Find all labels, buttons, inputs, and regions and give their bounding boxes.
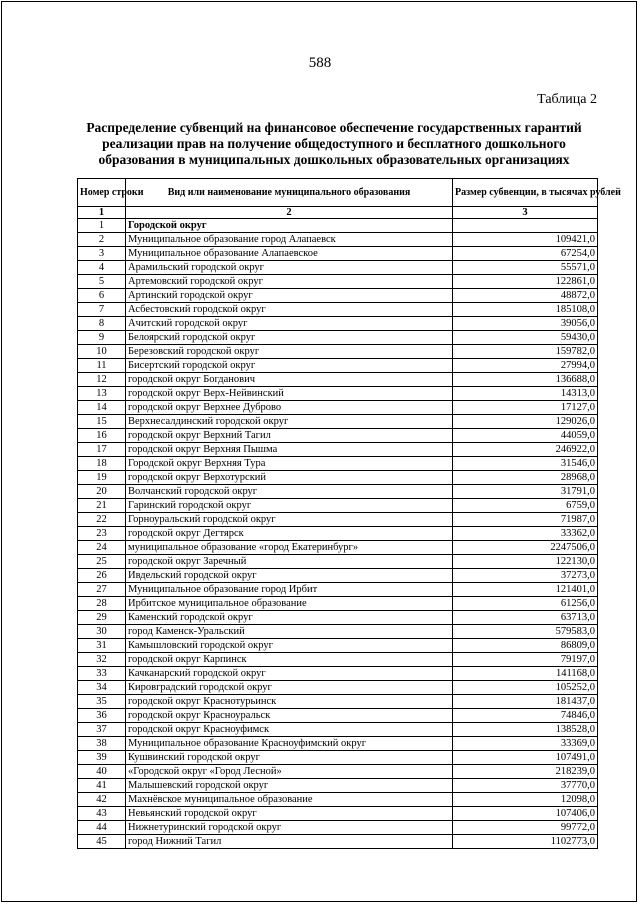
row-number: 45 <box>78 835 126 849</box>
municipality-name: Кушвинский городской округ <box>126 751 453 765</box>
municipality-name: городской округ Заречный <box>126 555 453 569</box>
municipality-name: городской округ Богданович <box>126 373 453 387</box>
table-row <box>78 765 598 779</box>
table-row <box>78 345 598 359</box>
row-number: 36 <box>78 709 126 723</box>
row-number: 8 <box>78 317 126 331</box>
table-row <box>78 597 598 611</box>
row-number: 19 <box>78 471 126 485</box>
table-row <box>78 807 598 821</box>
table-row <box>78 233 598 247</box>
subsidy-amount: 6759,0 <box>453 499 598 513</box>
subsidy-amount: 71987,0 <box>453 513 598 527</box>
municipality-name: Бисертский городской округ <box>126 359 453 373</box>
municipality-name: Муниципальное образование город Алапаевск <box>126 233 453 247</box>
subsidy-amount: 107491,0 <box>453 751 598 765</box>
subsidy-amount: 31791,0 <box>453 485 598 499</box>
row-number: 31 <box>78 639 126 653</box>
row-number: 39 <box>78 751 126 765</box>
row-number: 10 <box>78 345 126 359</box>
row-number: 27 <box>78 583 126 597</box>
subsidy-amount: 37770,0 <box>453 779 598 793</box>
row-number: 3 <box>78 247 126 261</box>
subsidy-amount: 44059,0 <box>453 429 598 443</box>
table-row <box>78 625 598 639</box>
municipality-name: городской округ Верхотурский <box>126 471 453 485</box>
table-row <box>78 667 598 681</box>
row-number: 24 <box>78 541 126 555</box>
municipality-name: городской округ Верх-Нейвинский <box>126 387 453 401</box>
row-number: 30 <box>78 625 126 639</box>
subsidies-table <box>77 178 621 849</box>
table-row <box>78 471 598 485</box>
table-row <box>78 429 598 443</box>
table-row <box>78 443 598 457</box>
subsidy-amount: 181437,0 <box>453 695 598 709</box>
row-number: 40 <box>78 765 126 779</box>
row-number: 5 <box>78 275 126 289</box>
row-number: 42 <box>78 793 126 807</box>
municipality-name: Ирбитское муниципальное образование <box>126 597 453 611</box>
table-row <box>78 261 598 275</box>
municipality-name: муниципальное образование «город Екатеринбург» <box>126 541 453 555</box>
table-row <box>78 247 598 261</box>
subsidy-amount: 48872,0 <box>453 289 598 303</box>
municipality-name: город Каменск-Уральский <box>126 625 453 639</box>
subsidy-amount: 12098,0 <box>453 793 598 807</box>
municipality-name: Артемовский городской округ <box>126 275 453 289</box>
row-number: 13 <box>78 387 126 401</box>
table-row <box>78 485 598 499</box>
municipality-name: «Городской округ «Город Лесной» <box>126 765 453 779</box>
table-row <box>78 793 598 807</box>
subsidy-amount: 122861,0 <box>453 275 598 289</box>
document-title: Распределение субвенций на финансовое обеспечение государственных гарантий реализации прав на получение общедоступного и бесплатного дошкольного образования в муниципальных дошкольных образовательных организациях <box>86 120 582 167</box>
row-number: 20 <box>78 485 126 499</box>
row-number: 6 <box>78 289 126 303</box>
page-number: 588 <box>308 55 332 71</box>
municipality-name: Камышловский городской округ <box>126 639 453 653</box>
subsidy-amount: 218239,0 <box>453 765 598 779</box>
column-number: 2 <box>126 207 453 219</box>
municipality-name: Качканарский городской округ <box>126 667 453 681</box>
table-row <box>78 415 598 429</box>
header-municipality: Вид или наименование муниципального образования <box>126 179 453 207</box>
subsidy-amount: 39056,0 <box>453 317 598 331</box>
municipality-name: городской округ Верхнее Дуброво <box>126 401 453 415</box>
table-row <box>78 457 598 471</box>
row-number: 33 <box>78 667 126 681</box>
subsidy-amount: 37273,0 <box>453 569 598 583</box>
row-number: 1 <box>78 219 126 233</box>
municipality-name: Махнёвское муниципальное образование <box>126 793 453 807</box>
table-row <box>78 639 598 653</box>
table-body <box>78 219 598 849</box>
subsidy-amount: 159782,0 <box>453 345 598 359</box>
subsidy-amount: 28968,0 <box>453 471 598 485</box>
subsidy-amount: 31546,0 <box>453 457 598 471</box>
row-number: 44 <box>78 821 126 835</box>
subsidy-amount: 138528,0 <box>453 723 598 737</box>
row-number: 4 <box>78 261 126 275</box>
table-row <box>78 751 598 765</box>
municipality-name: городской округ Красноуфимск <box>126 723 453 737</box>
subsidy-amount: 63713,0 <box>453 611 598 625</box>
row-number: 26 <box>78 569 126 583</box>
subsidy-amount: 136688,0 <box>453 373 598 387</box>
subsidy-amount: 2247506,0 <box>453 541 598 555</box>
municipality-name: Горноуральский городской округ <box>126 513 453 527</box>
municipality-name: городской округ Дегтярск <box>126 527 453 541</box>
municipality-name: Городской округ Верхняя Тура <box>126 457 453 471</box>
row-number: 2 <box>78 233 126 247</box>
municipality-name: Муниципальное образование Красноуфимский округ <box>126 737 453 751</box>
table-row <box>78 779 598 793</box>
table-row <box>78 331 598 345</box>
table-row <box>78 541 598 555</box>
row-number: 22 <box>78 513 126 527</box>
subsidy-amount: 129026,0 <box>453 415 598 429</box>
municipality-name: Нижнетуринский городской округ <box>126 821 453 835</box>
table-row <box>78 681 598 695</box>
table-row <box>78 275 598 289</box>
row-number: 23 <box>78 527 126 541</box>
municipality-name: Ачитский городской округ <box>126 317 453 331</box>
subsidy-amount: 246922,0 <box>453 443 598 457</box>
subsidy-amount: 61256,0 <box>453 597 598 611</box>
municipality-name: городской округ Краснотурьинск <box>126 695 453 709</box>
municipality-name: Малышевский городской округ <box>126 779 453 793</box>
table-row <box>78 289 598 303</box>
municipality-name: Верхнесалдинский городской округ <box>126 415 453 429</box>
column-number: 3 <box>453 207 598 219</box>
row-number: 17 <box>78 443 126 457</box>
municipality-name: городской округ Верхняя Пышма <box>126 443 453 457</box>
municipality-name: городской округ Верхний Тагил <box>126 429 453 443</box>
column-numbers-row <box>78 207 598 219</box>
municipality-name: Белоярский городской округ <box>126 331 453 345</box>
municipality-name: Муниципальное образование Алапаевское <box>126 247 453 261</box>
subsidy-amount: 86809,0 <box>453 639 598 653</box>
subsidy-amount: 17127,0 <box>453 401 598 415</box>
table-label: Таблица 2 <box>537 92 597 107</box>
subsidy-amount: 185108,0 <box>453 303 598 317</box>
subsidy-amount: 1102773,0 <box>453 835 598 849</box>
subsidy-amount <box>453 219 598 233</box>
municipality-name: Гаринский городской округ <box>126 499 453 513</box>
row-number: 11 <box>78 359 126 373</box>
municipality-name: городской округ Красноуральск <box>126 709 453 723</box>
row-number: 7 <box>78 303 126 317</box>
table-row <box>78 569 598 583</box>
row-number: 41 <box>78 779 126 793</box>
row-number: 35 <box>78 695 126 709</box>
row-number: 14 <box>78 401 126 415</box>
row-number: 18 <box>78 457 126 471</box>
table-row <box>78 219 598 233</box>
municipality-name: Артинский городской округ <box>126 289 453 303</box>
table-row <box>78 527 598 541</box>
table-row <box>78 709 598 723</box>
table-header-row <box>78 179 598 207</box>
row-number: 28 <box>78 597 126 611</box>
subsidy-amount: 107406,0 <box>453 807 598 821</box>
subsidy-amount: 122130,0 <box>453 555 598 569</box>
subsidy-amount: 67254,0 <box>453 247 598 261</box>
table-row <box>78 653 598 667</box>
subsidy-amount: 33369,0 <box>453 737 598 751</box>
row-number: 38 <box>78 737 126 751</box>
table-row <box>78 513 598 527</box>
row-number: 32 <box>78 653 126 667</box>
subsidy-amount: 121401,0 <box>453 583 598 597</box>
table-row <box>78 723 598 737</box>
municipality-name: Кировградский городской округ <box>126 681 453 695</box>
subsidy-amount: 579583,0 <box>453 625 598 639</box>
column-number: 1 <box>78 207 126 219</box>
subsidy-amount: 33362,0 <box>453 527 598 541</box>
row-number: 12 <box>78 373 126 387</box>
table-row <box>78 303 598 317</box>
table-row <box>78 387 598 401</box>
table-row <box>78 373 598 387</box>
row-number: 25 <box>78 555 126 569</box>
table-row <box>78 695 598 709</box>
row-number: 34 <box>78 681 126 695</box>
table-row <box>78 317 598 331</box>
municipality-name: Березовский городской округ <box>126 345 453 359</box>
table-row <box>78 555 598 569</box>
subsidy-amount: 27994,0 <box>453 359 598 373</box>
municipality-name: Арамильский городской округ <box>126 261 453 275</box>
table-row <box>78 359 598 373</box>
table-row <box>78 835 598 849</box>
municipality-name: Асбестовский городской округ <box>126 303 453 317</box>
table-row <box>78 821 598 835</box>
subsidy-amount: 59430,0 <box>453 331 598 345</box>
row-number: 9 <box>78 331 126 345</box>
subsidy-amount: 14313,0 <box>453 387 598 401</box>
municipality-name: Ивдельский городской округ <box>126 569 453 583</box>
row-number: 43 <box>78 807 126 821</box>
row-number: 21 <box>78 499 126 513</box>
municipality-name: город Нижний Тагил <box>126 835 453 849</box>
municipality-name: Волчанский городской округ <box>126 485 453 499</box>
subsidy-amount: 55571,0 <box>453 261 598 275</box>
row-number: 37 <box>78 723 126 737</box>
table-row <box>78 611 598 625</box>
subsidy-amount: 105252,0 <box>453 681 598 695</box>
row-number: 16 <box>78 429 126 443</box>
municipality-name: городской округ Карпинск <box>126 653 453 667</box>
subsidy-amount: 109421,0 <box>453 233 598 247</box>
table-row <box>78 737 598 751</box>
municipality-name: Невьянский городской округ <box>126 807 453 821</box>
table-row <box>78 583 598 597</box>
subsidy-amount: 79197,0 <box>453 653 598 667</box>
subsidy-amount: 74846,0 <box>453 709 598 723</box>
municipality-name: Муниципальное образование город Ирбит <box>126 583 453 597</box>
row-number: 29 <box>78 611 126 625</box>
table-row <box>78 401 598 415</box>
header-row-number: Номер строки <box>78 179 126 207</box>
subsidy-amount: 99772,0 <box>453 821 598 835</box>
subsidy-amount: 141168,0 <box>453 667 598 681</box>
row-number: 15 <box>78 415 126 429</box>
municipality-name: Городской округ <box>126 219 453 233</box>
header-subsidy-amount: Размер субвенции, в тысячах рублей <box>453 179 598 207</box>
municipality-name: Каменский городской округ <box>126 611 453 625</box>
table-row <box>78 499 598 513</box>
